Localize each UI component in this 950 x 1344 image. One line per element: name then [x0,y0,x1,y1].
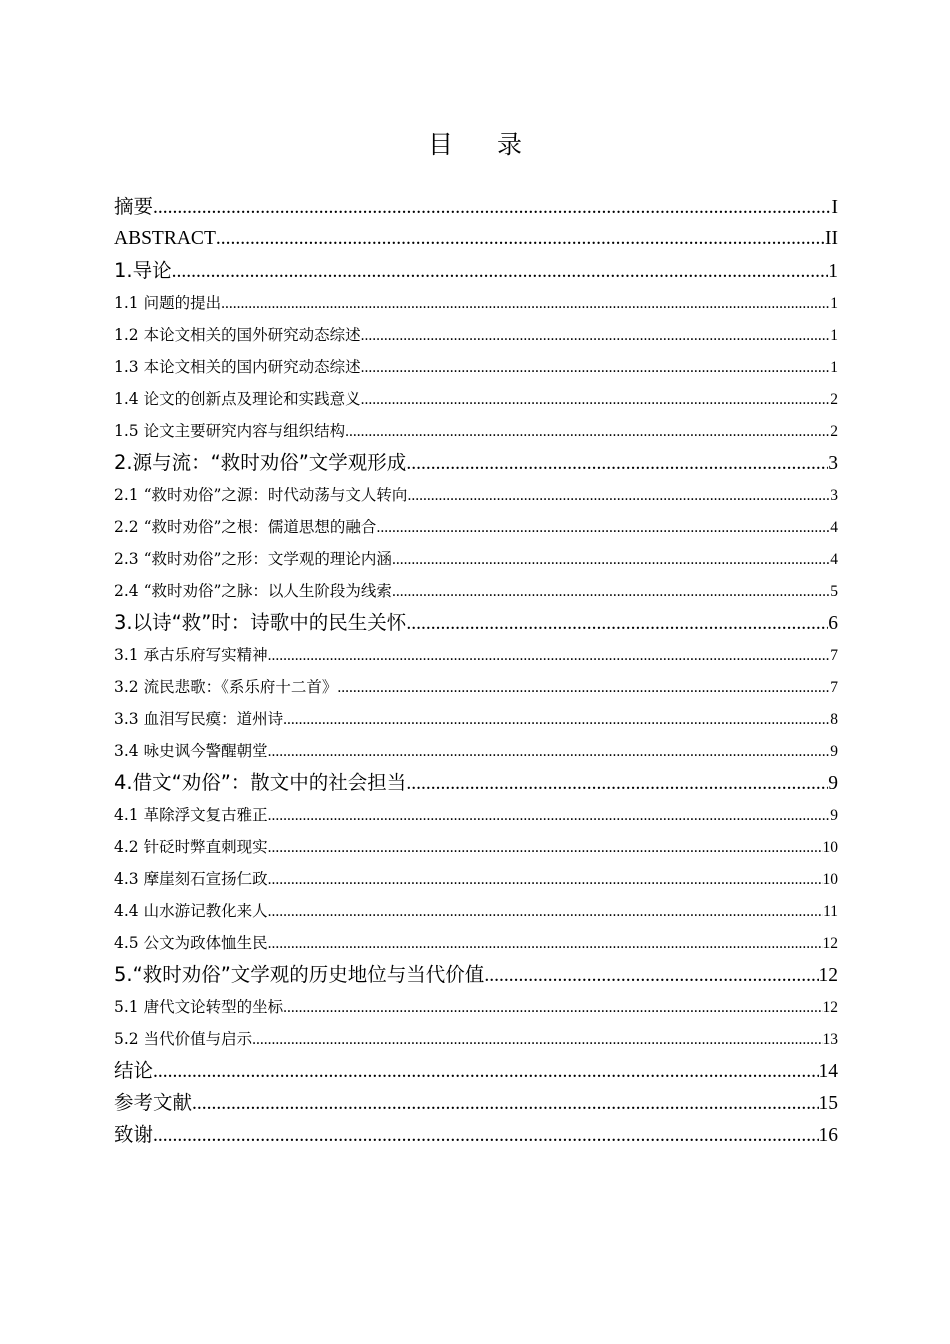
toc-entry-label: 3.2 流民悲歌：《系乐府十二首》 [114,678,338,696]
toc-entry-label: 致谢 [114,1123,154,1146]
toc-entry-label: 1.3 本论文相关的国内研究动态综述 [114,358,361,376]
toc-section-entry[interactable] [114,991,838,1023]
toc-entry-label: 3.4 咏史讽今警醒朝堂 [114,742,268,760]
toc-section-entry[interactable] [114,383,838,415]
toc-chapter-entry[interactable] [114,223,838,255]
toc-page-number: 6 [828,613,838,634]
toc-page-number: 3 [830,487,838,504]
toc-page-number: 2 [830,423,838,440]
toc-entry-label: 结论 [114,1059,154,1082]
toc-dot-leader [406,608,828,639]
toc-chapter-entry[interactable] [114,1055,838,1087]
toc-section-entry[interactable] [114,351,838,383]
toc-page-number: II [825,228,838,249]
toc-entry-label: 5.1 唐代文论转型的坐标 [114,998,284,1016]
toc-section-entry[interactable] [114,863,838,895]
toc-page-number: 10 [822,871,838,888]
toc-page-number: 1 [830,295,838,312]
toc-page-number: 8 [830,711,838,728]
toc-entry-label: 2.1 “救时劝俗”之源：时代动荡与文人转向 [114,486,408,504]
toc-section-entry[interactable] [114,703,838,735]
toc-dot-leader [345,416,830,447]
toc-entry-label: 1.1 问题的提出 [114,294,222,312]
toc-dot-leader [153,1056,818,1087]
toc-dot-leader [221,288,830,319]
toc-page-number: 7 [830,679,838,696]
toc-dot-leader [407,480,830,511]
toc-chapter-entry[interactable] [114,447,838,479]
toc-entry-label: 4.1 革除浮文复古雅正 [114,806,268,824]
toc-section-entry[interactable] [114,671,838,703]
toc-section-entry[interactable] [114,927,838,959]
toc-page-number: 1 [830,359,838,376]
toc-dot-leader [283,992,822,1023]
toc-chapter-entry[interactable] [114,767,838,799]
toc-chapter-entry[interactable] [114,607,838,639]
toc-page-number: 1 [830,327,838,344]
toc-dot-leader [392,576,830,607]
toc-section-entry[interactable] [114,479,838,511]
toc-entry-label: 1.4 论文的创新点及理论和实践意义 [114,390,361,408]
toc-section-entry[interactable] [114,799,838,831]
toc-chapter-entry[interactable] [114,191,838,223]
toc-dot-leader [172,256,829,287]
toc-title: 目录 [427,130,566,159]
toc-section-entry[interactable] [114,735,838,767]
toc-section-entry[interactable] [114,895,838,927]
toc-page-number: 4 [830,519,838,536]
toc-page-number: 3 [828,453,838,474]
toc-dot-leader [361,320,831,351]
toc-section-entry[interactable] [114,639,838,671]
toc-page-number: 12 [818,965,838,986]
toc-dot-leader [268,832,823,863]
toc-entry-label: 摘要 [114,195,154,218]
toc-page-number: 9 [828,773,838,794]
toc-page-number: 14 [818,1061,838,1082]
toc-entry-label: 3.3 血泪写民瘼：道州诗 [114,710,284,728]
toc-entry-label: 2.2 “救时劝俗”之根：儒道思想的融合 [114,518,377,536]
toc-dot-leader [268,736,831,767]
toc-entry-label: 2.源与流：“救时劝俗”文学观形成 [114,451,407,474]
toc-entry-label: 3.1 承古乐府写实精神 [114,646,268,664]
toc-section-entry[interactable] [114,1023,838,1055]
toc-entry-label: 3.以诗“救”时：诗歌中的民生关怀 [114,611,407,634]
toc-section-entry[interactable] [114,575,838,607]
toc-entry-label: 4.2 针砭时弊直刺现实 [114,838,268,856]
toc-entry-label: 4.4 山水游记教化来人 [114,902,268,920]
toc-entry-label: 2.3 “救时劝俗”之形：文学观的理论内涵 [114,550,392,568]
toc-entry-label: 5.“救时劝俗”文学观的历史地位与当代价值 [114,963,485,986]
toc-page-number: 12 [822,935,838,952]
toc-entry-label: 1.导论 [114,259,172,282]
toc-dot-leader [361,352,831,383]
toc-dot-leader [192,1088,818,1119]
table-of-contents [114,191,838,1151]
toc-entry-label: 5.2 当代价值与启示 [114,1030,253,1048]
toc-page-number: 10 [822,839,838,856]
toc-page-number: 9 [830,807,838,824]
toc-dot-leader [216,223,825,255]
toc-chapter-entry[interactable] [114,1087,838,1119]
toc-dot-leader [283,704,830,735]
toc-section-entry[interactable] [114,831,838,863]
toc-dot-leader [252,1024,822,1055]
toc-dot-leader [392,544,830,575]
toc-page-number: 11 [823,903,838,920]
toc-entry-label: 1.5 论文主要研究内容与组织结构 [114,422,346,440]
toc-page-number: 4 [830,551,838,568]
toc-entry-label: 4.借文“劝俗”：散文中的社会担当 [114,771,407,794]
toc-page-number: 7 [830,647,838,664]
toc-dot-leader [153,192,831,223]
toc-page-number: 1 [828,261,838,282]
toc-page-number: 9 [830,743,838,760]
toc-page-number: 2 [830,391,838,408]
toc-entry-label: 4.5 公文为政体恤生民 [114,934,268,952]
toc-entry-label: 参考文献 [114,1091,193,1114]
toc-dot-leader [268,896,823,927]
toc-dot-leader [406,448,828,479]
toc-page-number: 15 [818,1093,838,1114]
toc-dot-leader [376,512,830,543]
toc-dot-leader [361,384,831,415]
toc-entry-label: ABSTRACT [114,228,216,249]
toc-section-entry[interactable] [114,287,838,319]
toc-entry-label: 4.3 摩崖刻石宣扬仁政 [114,870,268,888]
toc-chapter-entry[interactable] [114,959,838,991]
toc-section-entry[interactable] [114,543,838,575]
toc-section-entry[interactable] [114,511,838,543]
toc-dot-leader [268,864,823,895]
toc-dot-leader [406,768,828,799]
toc-dot-leader [337,672,830,703]
toc-dot-leader [268,640,831,671]
toc-page-number: 13 [822,1031,838,1048]
toc-page-number: 12 [822,999,838,1016]
toc-entry-label: 2.4 “救时劝俗”之脉：以人生阶段为线索 [114,582,392,600]
toc-page-number: I [831,197,838,218]
toc-page-number: 5 [830,583,838,600]
toc-chapter-entry[interactable] [114,1119,838,1151]
toc-entry-label: 1.2 本论文相关的国外研究动态综述 [114,326,361,344]
toc-dot-leader [153,1120,818,1151]
toc-chapter-entry[interactable] [114,255,838,287]
toc-page-number: 16 [818,1125,838,1146]
toc-dot-leader [268,800,831,831]
toc-dot-leader [268,928,823,959]
toc-section-entry[interactable] [114,319,838,351]
toc-dot-leader [484,960,818,991]
toc-section-entry[interactable] [114,415,838,447]
